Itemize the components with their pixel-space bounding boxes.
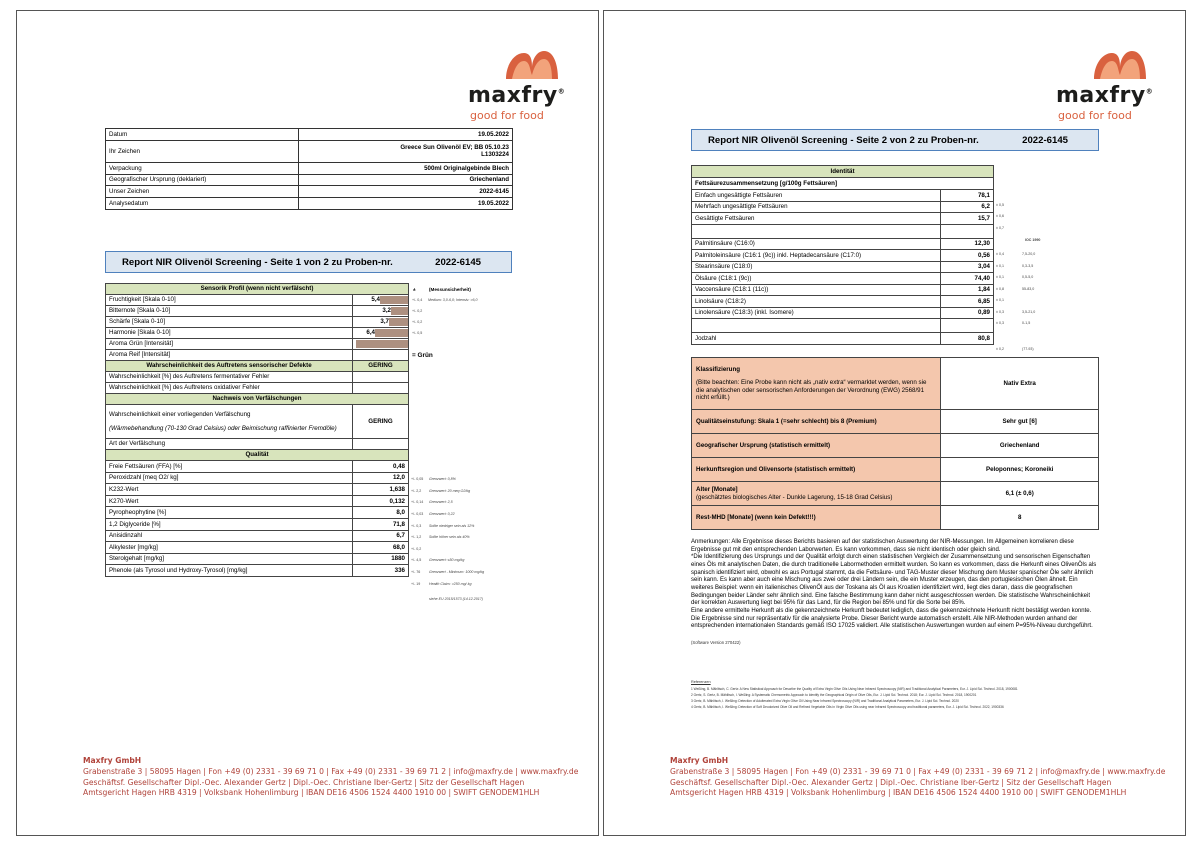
class-label [692, 358, 941, 410]
jodzahl-label: Jodzahl [692, 333, 941, 345]
sensorik-header: Sensorik Profil (wenn nicht verfälscht) [106, 284, 409, 295]
qual-value: 1,638 [353, 484, 409, 496]
qual-value: 68,0 [353, 542, 409, 554]
sensorik-value: 6,4 [366, 329, 375, 336]
jodzahl-value: 80,8 [941, 333, 994, 345]
qual-label: Pyropheophytine [%] [106, 507, 353, 519]
defekte-header: Wahrscheinlichkeit des Auftretens sensorischer Defekte [106, 361, 353, 372]
remark-paragraph: Eine andere ermittelte Herkunft als die gekennzeichnete Herkunft bedeutet lediglich, dass die gekennzeichnete Herkunft nicht bestätigt werden konnte. Die Ergebnisse sind nur repräsentativ für die analysierte Probe. Dieser Bericht wurde automatisch erstellt. Alle NIR-Methoden wurden anhand der entsprechenden internationalen Standards gemäß ISO 17025 validiert. Alle statistischen Auswertungen wurden auf einem P=95%-Niveau durchgeführt. [691, 608, 1093, 630]
qual-unc: +/- 0,3 [411, 524, 422, 528]
sensorik-bar [391, 307, 408, 315]
class-label: Herkunftsregion und Olivensorte (statistisch ermittelt) [692, 458, 941, 482]
class-value: 8 [941, 506, 1099, 530]
qual-unc: +/- 19 [411, 582, 421, 586]
qual-row [106, 518, 409, 530]
qual-note: Sollte niedriger sein als 12% [429, 524, 475, 528]
reference-item: 4 Gertz, B. Mählitsch, I. Weßling: Detection of Soft Deodorized Olive Oil and Refined Vegetable Oils in Virgin Olive Oils using near Infrared Spectroscopy and traditional parameters, Eur. J. Lipid Sci. Technol. 2022, 1900336 [691, 705, 1004, 710]
remark-paragraph: *Die Identifizierung des Ursprungs und der Qualität erfolgt durch einen statistischen Vergleich der Zusammensetzung und sensorischen Eigenschaften eines Öls mit analytischen Daten, die durch traditionelle Labormethoden ermittelt wurden. So kann es vorkommen, dass die Herkunft eines OlivenÖls als spanisch identifiziert wird, obwohl es aus Portugal stammt, da die Fettsäure- und TAG-Muster dieser Mischung dem Muster spanischer Öle sehr ähnlich sein kann. Es kann aber auch eine Mischung aus zwei oder drei Ländern sein, die ein Muster erzeugen, das den portugiesischen Ölen ähnelt. Ein weiteres Beispiel: wenn ein italienisches OlivenÖl aus der Toskana als Öl aus Kroatien identifiziert wird, liegt dies daran, dass die geografischen Bedingungen beider Länder sehr ähnlich sind. Eine falsche Bestimmung kann daher nicht ausgeschlossen werden. Die statistische Wahrscheinlichkeit der korrekten Auswertung liegt bei 95% für das Land, für die Region bei 85% und für die Sorte bei 85%. [691, 554, 1097, 607]
sensorik-bar [389, 318, 408, 326]
report-page-1 [16, 10, 599, 836]
qual-unc: +/- 1,2 [411, 535, 422, 539]
qual-row [106, 542, 409, 554]
fs-row [692, 213, 994, 225]
fs-label: Palmitinsäure (C16:0) [692, 238, 941, 250]
logo-wordmark: maxfry® [1056, 83, 1154, 108]
logo-wordmark: maxfry® [468, 83, 566, 108]
meta-label: Analysedatum [106, 198, 299, 210]
logo-tagline: good for food [470, 109, 544, 122]
fs-unc: ± 0,1 [996, 298, 1004, 302]
qual-label: Alkylester [mg/kg] [106, 542, 353, 554]
verf-row [106, 439, 409, 450]
meta-row [106, 174, 513, 186]
qual-row [106, 461, 409, 473]
verf-label: Art der Verfälschung [106, 439, 353, 450]
fs-value: 0,56 [941, 250, 994, 262]
footer-company: Maxfry GmbH [670, 756, 729, 765]
spacer-cell [692, 224, 941, 238]
fs-row [692, 284, 994, 296]
section-row [106, 361, 409, 372]
fs-value: 1,84 [941, 284, 994, 296]
aroma-result: = Grün [412, 352, 433, 359]
qual-label: Anisidinzahl [106, 530, 353, 542]
sensorik-unc: +/- 0,4 [412, 298, 423, 302]
section-row [106, 394, 409, 405]
class-label: Geografischer Ursprung (statistisch ermittelt) [692, 434, 941, 458]
meta-row [106, 186, 513, 198]
report-title: Report NIR Olivenöl Screening - Seite 2 von 2 zu Proben-nr. [708, 134, 979, 146]
sensorik-unc: +/- 0,2 [412, 309, 423, 313]
fs-label: Einfach ungesättigte Fettsäuren [692, 190, 941, 202]
fs-row [692, 296, 994, 308]
spacer-row [692, 319, 994, 333]
maxfry-flame-icon [502, 45, 562, 81]
qual-value: 0,48 [353, 461, 409, 473]
meta-label: Datum [106, 129, 299, 141]
class-row [692, 358, 1099, 410]
qual-label: 1,2 Diglyceride [%] [106, 518, 353, 530]
qual-label: Sterolgehalt [mg/kg] [106, 553, 353, 565]
fs-unc: ± 0,6 [996, 214, 1004, 218]
class-value: Nativ Extra [941, 358, 1099, 410]
fs-row [692, 250, 994, 262]
spacer-cell [941, 224, 994, 238]
class-row [692, 434, 1099, 458]
qual-row [106, 484, 409, 496]
ioc-range: 7,5-20,0 [1022, 252, 1036, 256]
report-header-page-1 [105, 251, 512, 273]
maxfry-logo [468, 45, 599, 129]
verf-label [106, 405, 353, 439]
sensorik-label: Harmonie [Skala 0-10] [106, 328, 353, 339]
qual-footnote: siehe EU 2015/1573 (14.12.2017) [429, 597, 483, 601]
qual-unc: +/- 0,14 [411, 500, 424, 504]
qual-note: Grenzwert: 0,8% [429, 477, 456, 481]
footer-company: Maxfry GmbH [83, 756, 142, 765]
defekte-result: GERING [353, 361, 409, 372]
meta-label: Verpackung [106, 162, 299, 174]
class-row [692, 410, 1099, 434]
verf-value [353, 439, 409, 450]
defekte-row [106, 372, 409, 383]
spacer-row [692, 224, 994, 238]
verf-row [106, 405, 409, 439]
meta-value: Griechenland [298, 174, 512, 186]
fs-unc: ± 0,3 [996, 321, 1004, 325]
fs-value: 0,89 [941, 307, 994, 319]
spacer-cell [692, 319, 941, 333]
meta-value [298, 140, 512, 162]
sensorik-note: Medium: 3,0-6,0; Intensiv: >6,0 [428, 298, 478, 302]
jodzahl-ioc: (77-93) [1022, 347, 1034, 351]
fs-label: Vaccensäure (C18:1 (11c)) [692, 284, 941, 296]
meta-value: 19.05.2022 [298, 129, 512, 141]
fs-unc: ± 0,7 [996, 226, 1004, 230]
fs-unc: ± 0,1 [996, 275, 1004, 279]
ident-header: Identität [692, 166, 994, 178]
meta-value: 2022-6145 [298, 186, 512, 198]
meta-row [106, 140, 513, 162]
analysis-table-page-1 [105, 283, 409, 577]
fs-row [692, 201, 994, 213]
qual-unc: +/- 2,2 [411, 489, 422, 493]
ioc-range: 0-1,5 [1022, 321, 1031, 325]
sensorik-value: 3,2 [382, 307, 391, 314]
sensorik-label: Bitternote [Skala 0-10] [106, 306, 353, 317]
meta-value: 19.05.2022 [298, 198, 512, 210]
fs-row [692, 190, 994, 202]
qual-value: 71,8 [353, 518, 409, 530]
class-label: Rest-MHD [Monate] (wenn kein Defekt!!!) [692, 506, 941, 530]
verf-label-line: Wahrscheinlichkeit einer vorliegenden Verfälschung [109, 411, 251, 419]
fs-label: Linolensäure (C18:3) (inkl. Isomere) [692, 307, 941, 319]
qual-value: 1880 [353, 553, 409, 565]
qual-note: Grenzwert: 20 meq O2/kg [429, 489, 471, 493]
footer-line: Amtsgericht Hagen HRB 4319 | Volksbank Hohenlimburg | IBAN DE16 4506 1524 4400 1910 00 | SWIFT GENODEM1HLH [83, 788, 540, 798]
sensorik-bar [375, 329, 408, 337]
fs-unc: ± 0,4 [996, 252, 1004, 256]
qual-header: Qualität [106, 450, 409, 461]
qual-unc: +/- 0,2 [411, 547, 422, 551]
fs-value: 3,04 [941, 261, 994, 273]
spacer-cell [941, 319, 994, 333]
sensorik-row [106, 317, 409, 328]
defekte-label: Wahrscheinlichkeit [%] des Auftretens oxidativer Fehler [106, 383, 353, 394]
qual-unc: +/- 0,05 [411, 477, 424, 481]
verf-label-note: (Wärmebehandlung (70-130 Grad Celsius) oder Beimischung raffinierter Fremdöle) [109, 424, 337, 432]
qual-row [106, 507, 409, 519]
sensorik-unc: +/- 0,2 [412, 320, 423, 324]
fs-header-row [692, 178, 994, 190]
verf-header: Nachweis von Verfälschungen [106, 394, 409, 405]
class-value: Griechenland [941, 434, 1099, 458]
qual-note: Grenzwert: 0,22 [429, 512, 455, 516]
fs-value: 6,2 [941, 201, 994, 213]
logo-tagline: good for food [1058, 109, 1132, 122]
jodzahl-row [692, 333, 994, 345]
meta-label: Ihr Zeichen [106, 140, 299, 162]
qual-value: 6,7 [353, 530, 409, 542]
meta-label: Geografischer Ursprung (deklariert) [106, 174, 299, 186]
qual-row [106, 530, 409, 542]
footer-line: Geschäftsf. Gesellschafter Dipl.-Oec. Alexander Gertz | Dipl.-Oec. Christiane Iber-Gertz | Sitz der Gesellschaft Hagen [670, 777, 1112, 787]
class-label-note: (Bitte beachten: Eine Probe kann nicht als „nativ extra“ vermarktet werden, wenn sie die analytischen oder sensorischen Anforderungen der Verordnung (EWG) 2568/91 nicht erfüllt.) [696, 379, 927, 401]
class-row [692, 482, 1099, 506]
sensorik-row [106, 350, 409, 361]
sensorik-label: Aroma Grün [Intensität] [106, 339, 353, 350]
qual-unc: +/- 4,5 [411, 558, 422, 562]
fs-label: Gesättigte Fettsäuren [692, 213, 941, 225]
reference-item: 3 Gertz, B. Mählitsch, I. Weßling: Detection of Adulterated Extra Virgin Olive Oil Using Near Infrared Spectroscopy (NIR) and Traditional Analytical Parameters, Eur. J. Lipid Sci. Technol. 2020 [691, 699, 959, 704]
defekte-value [353, 372, 409, 383]
jodzahl-unc: ± 0,2 [996, 347, 1004, 351]
footer-line: Grabenstraße 3 | 58095 Hagen | Fon +49 (0) 2331 - 39 69 71 0 | Fax +49 (0) 2331 - 39 69 71 2 | info@maxfry.de | www.maxfry.de [83, 766, 579, 776]
qual-row [106, 565, 409, 577]
ioc-range: 0,5-5,0 [1022, 275, 1034, 279]
ioc-range: 55-83,0 [1022, 287, 1035, 291]
class-value: 6,1 (± 0,6) [941, 482, 1099, 506]
fs-header: Fettsäurezusammensetzung [g/100g Fettsäuren] [692, 178, 994, 190]
qual-note: Grenzwert: ≤50 mg/kg [429, 558, 465, 562]
fs-label: Linolsäure (C18:2) [692, 296, 941, 308]
meta-row [106, 198, 513, 210]
qual-row [106, 553, 409, 565]
fs-label: Stearinsäure (C18:0) [692, 261, 941, 273]
qual-label: K270-Wert [106, 495, 353, 507]
maxfry-flame-icon [1090, 45, 1150, 81]
class-label-title: Alter [Monate] [696, 486, 738, 494]
class-row [692, 458, 1099, 482]
fs-value: 74,40 [941, 273, 994, 285]
sensorik-cell [353, 295, 409, 306]
qual-note: Grenzwert - Minimum: 1000 mg/kg [429, 570, 485, 574]
report-page-2 [603, 10, 1186, 836]
class-label [692, 482, 941, 506]
remark-paragraph: Anmerkungen: Alle Ergebnisse dieses Berichts basieren auf der statistischen Auswertung der NIR-Messungen. Im Allgemeinen korrelieren diese Ergebnisse gut mit den entsprechenden Laborwerten. Es kann vorkommen, dass sie nicht identisch oder gleich sind. [691, 539, 1074, 553]
qual-label: K232-Wert [106, 484, 353, 496]
software-version: (Software Version 270422) [691, 640, 741, 646]
qual-unc: +/- 76 [411, 570, 421, 574]
footer-page-1 [83, 756, 578, 799]
report-number: 2022-6145 [435, 256, 481, 268]
sensorik-label: Aroma Reif [Intensität] [106, 350, 353, 361]
section-row [692, 166, 994, 178]
classification-table [691, 357, 1099, 530]
qual-label: Peroxidzahl [meq O2/ kg] [106, 472, 353, 484]
footer-line: Grabenstraße 3 | 58095 Hagen | Fon +49 (0) 2331 - 39 69 71 0 | Fax +49 (0) 2331 - 39 69 71 2 | info@maxfry.de | www.maxfry.de [670, 766, 1166, 776]
meta-value-line: L1303224 [481, 151, 509, 159]
meta-value-line: Greece Sun Olivenöl EV; BB 05.10.23 [400, 144, 509, 152]
sensorik-row [106, 306, 409, 317]
qual-unc: +/- 0,03 [411, 512, 424, 516]
footer-page-2 [670, 756, 1165, 799]
qual-value: 336 [353, 565, 409, 577]
meta-row [106, 129, 513, 141]
class-label-note: (geschätztes biologisches Alter - Dunkle Lagerung, 15-18 Grad Celsius) [696, 493, 893, 501]
qual-note: Health Claim: >250 mg/ kg [429, 582, 472, 586]
sensorik-note-head: (Messunsicherheit) [429, 287, 471, 292]
remarks-block [691, 539, 1099, 645]
qual-value: 12,0 [353, 472, 409, 484]
qual-value: 8,0 [353, 507, 409, 519]
meta-label: Unser Zeichen [106, 186, 299, 198]
sensorik-label: Fruchtigkeit [Skala 0-10] [106, 295, 353, 306]
sensorik-value: 5,4 [371, 296, 380, 303]
references-block [691, 679, 1099, 711]
qual-value: 0,132 [353, 495, 409, 507]
sensorik-row [106, 295, 409, 306]
sensorik-cell [353, 328, 409, 339]
sensorik-note-mark: ± [413, 287, 416, 292]
identity-table [691, 165, 994, 345]
qual-label: Freie Fettsäuren (FFA) [%] [106, 461, 353, 473]
sensorik-cell [353, 306, 409, 317]
qual-row [106, 495, 409, 507]
meta-row [106, 162, 513, 174]
defekte-value [353, 383, 409, 394]
sensorik-row [106, 339, 409, 350]
sensorik-label: Schärfe [Skala 0-10] [106, 317, 353, 328]
sensorik-cell [353, 350, 409, 361]
defekte-row [106, 383, 409, 394]
fs-value: 6,85 [941, 296, 994, 308]
section-row [106, 450, 409, 461]
sensorik-cell [353, 317, 409, 328]
class-row [692, 506, 1099, 530]
qual-note: Sollte höher sein als 40% [429, 535, 470, 539]
meta-value: 500ml Originalgebinde Blech [298, 162, 512, 174]
report-header-page-2 [691, 129, 1099, 151]
footer-line: Amtsgericht Hagen HRB 4319 | Volksbank Hohenlimburg | IBAN DE16 4506 1524 4400 1910 00 | SWIFT GENODEM1HLH [670, 788, 1127, 798]
fs-row [692, 261, 994, 273]
reference-item: 2 Gertz, S. Gertz, B. Mählitsch, I. Weßling: A Systematic Chemometric Approach to Identify the Geographical Origin of Olive Oils, Eur. J. Lipid Sci. Technol. 2018; Eur. J. Lipid Sci. Technol. 2018, 1900201 [691, 693, 977, 698]
qual-label: Phenole (als Tyrosol und Hydroxy-Tyrosol) [mg/kg] [106, 565, 353, 577]
sensorik-bar [380, 296, 408, 304]
class-label-title: Klassifizierung [696, 366, 741, 374]
reference-item: 1 Weßling, B. Mählitsch, C. Gertz: A New Statistical Approach for Describe the Quality of Extra Virgin Olive Oils Using Near Infrared Spectroscopy (NIR) and Traditional Analytical Parameters, Eur. J. Lipid Sci. Technol. 2018, 1900081 [691, 687, 1018, 692]
fs-row [692, 307, 994, 319]
footer-line: Geschäftsf. Gesellschafter Dipl.-Oec. Alexander Gertz | Dipl.-Oec. Christiane Iber-Gertz | Sitz der Gesellschaft Hagen [83, 777, 525, 787]
sensorik-row [106, 328, 409, 339]
fs-row [692, 273, 994, 285]
class-label: Qualitätseinstufung: Skala 1 (=sehr schlecht) bis 8 (Premium) [692, 410, 941, 434]
fs-value: 12,30 [941, 238, 994, 250]
qual-row [106, 472, 409, 484]
fs-unc: ± 0,1 [996, 264, 1004, 268]
meta-table [105, 128, 513, 210]
ioc-range: 0,3-3,5 [1022, 264, 1034, 268]
fs-label: Palmitoleinsäure (C16:1 (9c)) inkl. Heptadecansäure (C17:0) [692, 250, 941, 262]
fs-value: 15,7 [941, 213, 994, 225]
report-number: 2022-6145 [1022, 134, 1068, 146]
section-row [106, 284, 409, 295]
sensorik-value: 3,7 [380, 318, 389, 325]
sensorik-bar [356, 340, 408, 348]
sensorik-cell [353, 339, 409, 350]
fs-label: Mehrfach ungesättigte Fettsäuren [692, 201, 941, 213]
fs-unc: ± 0,8 [996, 287, 1004, 291]
fs-unc: ± 0,5 [996, 203, 1004, 207]
maxfry-logo [1056, 45, 1186, 129]
qual-note: Grenzwert: 2,5 [429, 500, 453, 504]
class-value: Sehr gut [6] [941, 410, 1099, 434]
defekte-label: Wahrscheinlichkeit [%] des Auftretens fermentativer Fehler [106, 372, 353, 383]
refs-header: Referenzen [691, 680, 711, 684]
ioc-header: IOC 1990 [1025, 238, 1041, 242]
verf-result: GERING [353, 405, 409, 439]
ioc-range: 3,5-21,0 [1022, 310, 1036, 314]
sensorik-unc: +/- 0,5 [412, 331, 423, 335]
report-title: Report NIR Olivenöl Screening - Seite 1 von 2 zu Proben-nr. [122, 256, 393, 268]
fs-label: Ölsäure (C18:1 (9c)) [692, 273, 941, 285]
fs-value: 78,1 [941, 190, 994, 202]
fs-unc: ± 0,3 [996, 310, 1004, 314]
fs-row [692, 238, 994, 250]
class-value: Peloponnes; Koroneiki [941, 458, 1099, 482]
